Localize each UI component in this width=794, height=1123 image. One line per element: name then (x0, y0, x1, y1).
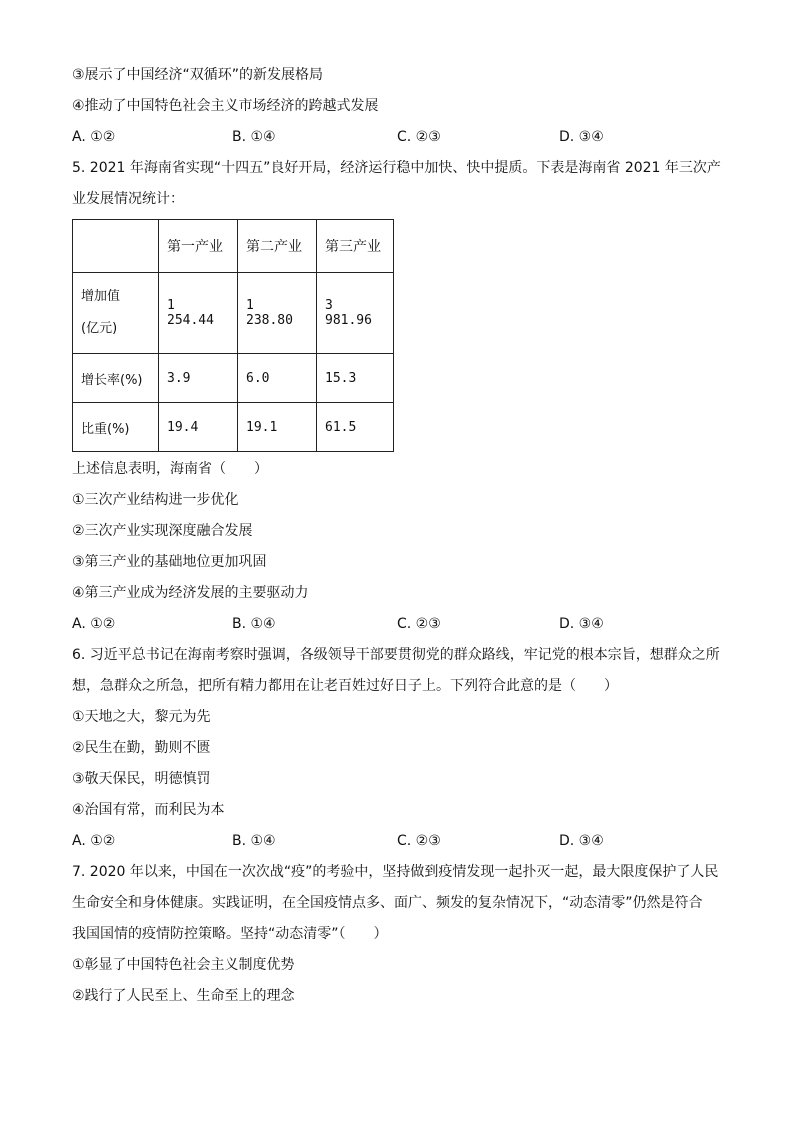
q7-item-2: ②践行了人民至上、生命至上的理念 (72, 988, 295, 1004)
q5-option-d: D. ③④ (559, 616, 604, 632)
table-cell: 19.1 (238, 403, 317, 452)
table-row-share (73, 403, 394, 452)
exam-page (72, 60, 722, 1012)
q7-stem-line-2: 生命安全和身体健康。实践证明，在全国疫情点多、面广、频发的复杂情况下，“动态清零”仍然是符合 (72, 895, 703, 911)
q6-item-4: ④治国有常，而利民为本 (72, 802, 225, 818)
q5-question: 上述信息表明，海南省（ ） (72, 461, 268, 477)
q4-option-d: D. ③④ (559, 129, 604, 145)
table-cell: 3.9 (159, 354, 238, 403)
q6-option-d: D. ③④ (559, 833, 604, 849)
table-corner-cell (73, 220, 159, 273)
q6-stem-line-1: 6. 习近平总书记在海南考察时强调，各级领导干部要贯彻党的群众路线，牢记党的根本宗旨，想群众之所 (72, 647, 720, 663)
table-row-label-line-1: 增加值 (81, 289, 121, 304)
q7-stem-line-3: 我国国情的疫情防控策略。坚持“动态清零”（ ） (72, 926, 388, 942)
q6-item-3: ③敬天保民，明德慎罚 (72, 771, 211, 787)
q6-option-b: B. ①④ (232, 833, 276, 849)
q5-industry-table (72, 219, 394, 452)
table-header-primary: 第一产业 (159, 220, 238, 273)
q6-stem-line-2: 想，急群众之所急，把所有精力都用在让老百姓过好日子上。下列符合此意的是（ ） (72, 678, 618, 694)
q5-item-4: ④第三产业成为经济发展的主要驱动力 (72, 585, 309, 601)
q6-options (72, 826, 722, 857)
q5-option-b: B. ①④ (232, 616, 276, 632)
q4-option-b: B. ①④ (232, 129, 276, 145)
q5-item-2: ②三次产业实现深度融合发展 (72, 523, 253, 539)
q5-options (72, 609, 722, 640)
table-cell: 61.5 (317, 403, 394, 452)
q5-item-3: ③第三产业的基础地位更加巩固 (72, 554, 267, 570)
q5-item-1: ①三次产业结构进一步优化 (72, 492, 239, 508)
q4-option-c: C. ②③ (397, 129, 441, 145)
table-header-row (73, 220, 394, 273)
table-header-tertiary: 第三产业 (317, 220, 394, 273)
q4-item-4: ④推动了中国特色社会主义市场经济的跨越式发展 (72, 98, 379, 114)
table-header-secondary: 第二产业 (238, 220, 317, 273)
q6-item-2: ②民生在勤，勤则不匮 (72, 740, 211, 756)
table-cell: 3 981.96 (317, 273, 394, 354)
table-row-label: 比重(%) (73, 403, 159, 452)
q5-option-c: C. ②③ (397, 616, 441, 632)
q6-option-c: C. ②③ (397, 833, 441, 849)
table-cell: 19.4 (159, 403, 238, 452)
q4-item-3: ③展示了中国经济“双循环”的新发展格局 (72, 67, 324, 83)
q7-item-1: ①彰显了中国特色社会主义制度优势 (72, 957, 295, 973)
table-row-label-line-2: (亿元) (81, 321, 118, 336)
q4-option-a: A. ①② (72, 129, 116, 145)
q5-stem-line-2: 业发展情况统计： (72, 191, 184, 207)
table-cell: 6.0 (238, 354, 317, 403)
table-cell: 1 238.80 (238, 273, 317, 354)
table-row-growth-rate (73, 354, 394, 403)
q6-item-1: ①天地之大，黎元为先 (72, 709, 211, 725)
q5-option-a: A. ①② (72, 616, 116, 632)
table-cell: 1 254.44 (159, 273, 238, 354)
q7-stem-line-1: 7. 2020 年以来，中国在一次次战“疫”的考验中，坚持做到疫情发现一起扑灭一起，最大限度保护了人民 (72, 864, 719, 880)
table-row-label: 增长率(%) (73, 354, 159, 403)
q5-stem-line-1: 5. 2021 年海南省实现“十四五”良好开局，经济运行稳中加快、快中提质。下表是海南省 2021 年三次产 (72, 160, 721, 176)
q4-options (72, 122, 722, 153)
table-row-value-added (73, 273, 394, 354)
q6-option-a: A. ①② (72, 833, 116, 849)
table-row-label (73, 273, 159, 354)
table-cell: 15.3 (317, 354, 394, 403)
